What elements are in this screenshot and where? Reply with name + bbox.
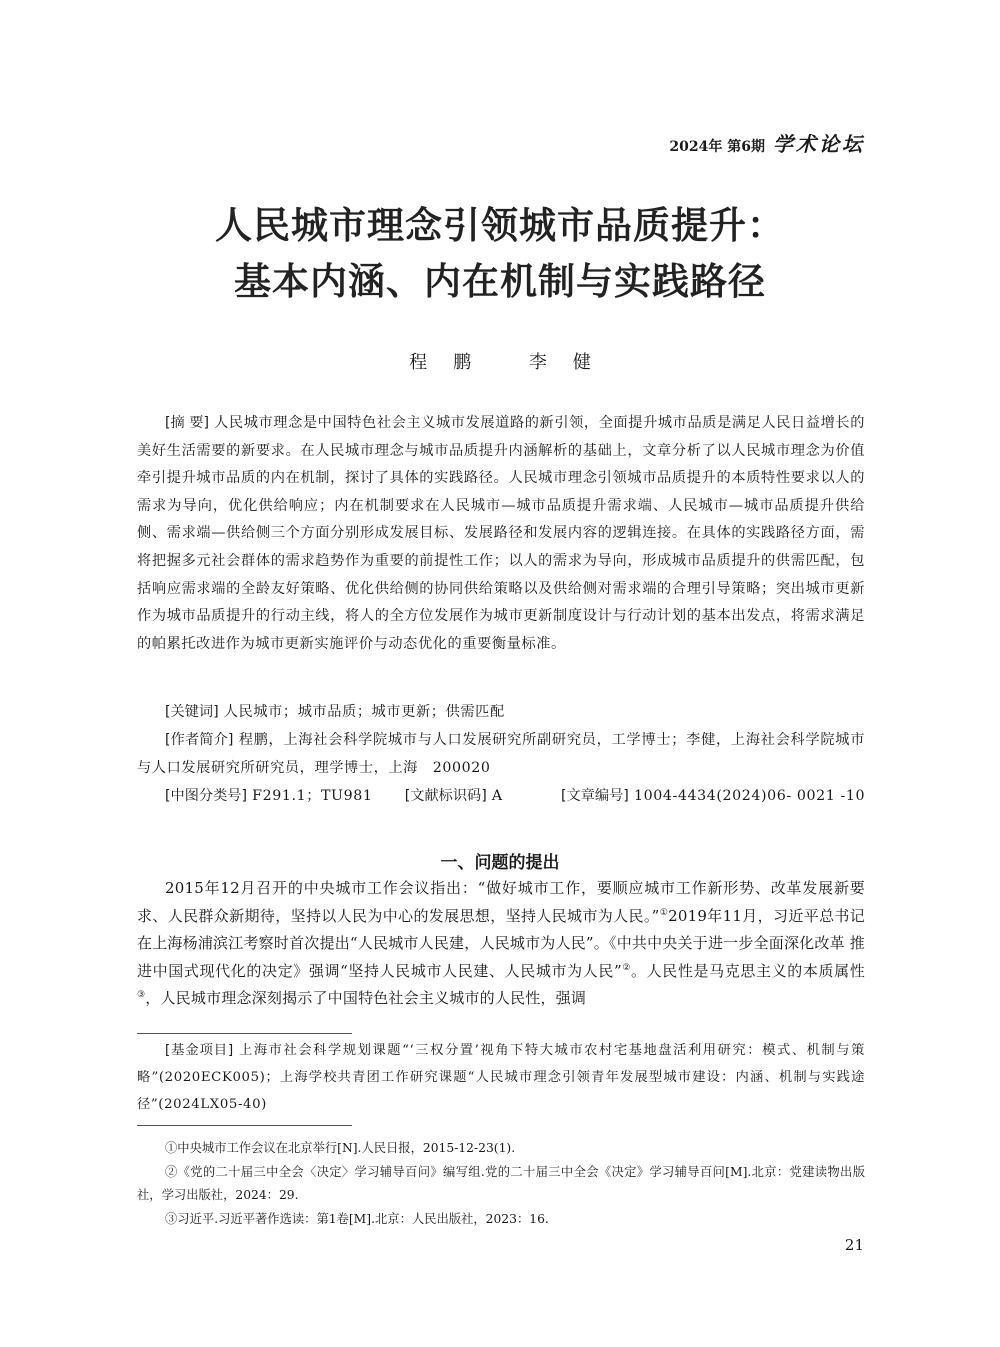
- abstract: [137, 410, 865, 658]
- body-text-part-1: 2015年12月召开的中央城市工作会议指出：“做好城市工作，要顺应城市工作新形势、改革发展新要求、人民群众新期待，坚持以人民为中心的发展思想，坚持人民城市为人民。”: [137, 879, 865, 925]
- keywords: [137, 699, 865, 727]
- body-paragraph: [137, 875, 865, 1013]
- abstract-label: [摘 要]: [165, 415, 209, 431]
- author-bio: [137, 727, 865, 782]
- article-no-label: [文章编号]: [561, 788, 629, 804]
- footnote-2: ②《党的二十届三中全会〈决定〉学习辅导百问》编写组.党的二十届三中全会《决定》学习辅导百问[M].北京：党建读物出版社，学习出版社，2024：29.: [137, 1164, 865, 1202]
- author-bio-label: [作者简介]: [165, 732, 234, 748]
- doc-code-label: [文献标识码]: [404, 788, 487, 804]
- footnote-3: ③习近平.习近平著作选读：第1卷[M].北京：人民出版社，2023：16.: [165, 1211, 549, 1226]
- doc-code-value: A: [491, 788, 503, 804]
- footnote-separator: [137, 1033, 352, 1034]
- clc-label: [中图分类号]: [165, 788, 248, 804]
- body-text-part-2: 2019年11月，习近平总书记在上海杨浦滨江考察时首次提出“人民城市人民建，人民城市为人民”。《中共中央关于进一步全面深化改革 推进中国式现代化的决定》强调“坚持人民城市人民建、人民城市为人民”: [137, 906, 865, 980]
- funding-label: [基金项目]: [165, 1043, 234, 1058]
- clc-value: F291.1；TU981: [252, 788, 373, 804]
- funding-text: 上海市社会科学规划课题“‘三权分置’视角下特大城市农村宅基地盘活利用研究：模式、机制与策略”(2020ECK005)；上海学校共青团工作研究课题“人民城市理念引领青年发展型城市建设：内涵、机制与实践途径”(2024LX05-40): [137, 1043, 865, 1112]
- footnote-separator: [137, 1125, 352, 1126]
- body-text-part-3: 。人民性是马克思主义的本质属性: [631, 961, 865, 980]
- keywords-label: [关键词]: [165, 704, 219, 720]
- footnote-ref-1[interactable]: ①: [659, 907, 669, 918]
- issue-label: 2024年 第6期: [669, 139, 765, 155]
- funding-note: [137, 1037, 865, 1118]
- article-no-value: 1004-4434(2024)06- 0021 -10: [633, 788, 866, 804]
- footnote-ref-2[interactable]: ②: [621, 962, 632, 973]
- running-header: [669, 128, 865, 157]
- footnote-ref-3[interactable]: ③: [137, 990, 146, 1000]
- abstract-text: 人民城市理念是中国特色社会主义城市发展道路的新引领，全面提升城市品质是满足人民日益增长的美好生活需要的新要求。在人民城市理念与城市品质提升内涵解析的基础上，文章分析了以人民城市理念为价值牵引提升城市品质的内在机制，探讨了具体的实践路径。人民城市理念引领城市品质提升的本质特性要求以人的需求为导向，优化供给响应；内在机制要求在人民城市—城市品质提升需求端、人民城市—城市品质提升供给侧、需求端—供给侧三个方面分别形成发展目标、发展路径和发展内容的逻辑连接。在具体的实践路径方面，需将把握多元社会群体的需求趋势作为重要的前提性工作；以人的需求为导向，形成城市品质提升的供需匹配，包括响应需求端的全龄友好策略、优化供给侧的协同供给策略以及供给侧对需求端的合理引导策略；突出城市更新作为城市品质提升的行动主线，将人的全方位发展作为城市更新制度设计与行动计划的基本出发点，将需求满足的帕累托改进作为城市更新实施评价与动态优化的重要衡量标准。: [137, 415, 865, 652]
- page-number: 21: [844, 1236, 864, 1254]
- title-line-1: 人民城市理念引领城市品质提升：: [215, 204, 785, 247]
- journal-logo: 学术论坛: [773, 132, 865, 156]
- authors: 程鹏 李健: [409, 352, 617, 373]
- section-heading: 一、问题的提出: [440, 853, 560, 873]
- footnotes: [137, 1137, 865, 1231]
- author-bio-text: 程鹏，上海社会科学院城市与人口发展研究所副研究员，工学博士；李健，上海社会科学院城市与人口发展研究所研究员，理学博士，上海 200020: [137, 732, 866, 776]
- classification-line: [137, 783, 865, 811]
- footnote-1: ①中央城市工作会议在北京举行[N].人民日报，2015-12-23(1).: [165, 1141, 516, 1155]
- article-title: [0, 198, 1000, 310]
- body-text-part-4: ，人民城市理念深刻揭示了中国特色社会主义城市的人民性，强调: [145, 989, 587, 1007]
- keywords-text: 人民城市；城市品质；城市更新；供需匹配: [223, 704, 505, 720]
- title-line-2: 基本内涵、内在机制与实践路径: [234, 260, 766, 303]
